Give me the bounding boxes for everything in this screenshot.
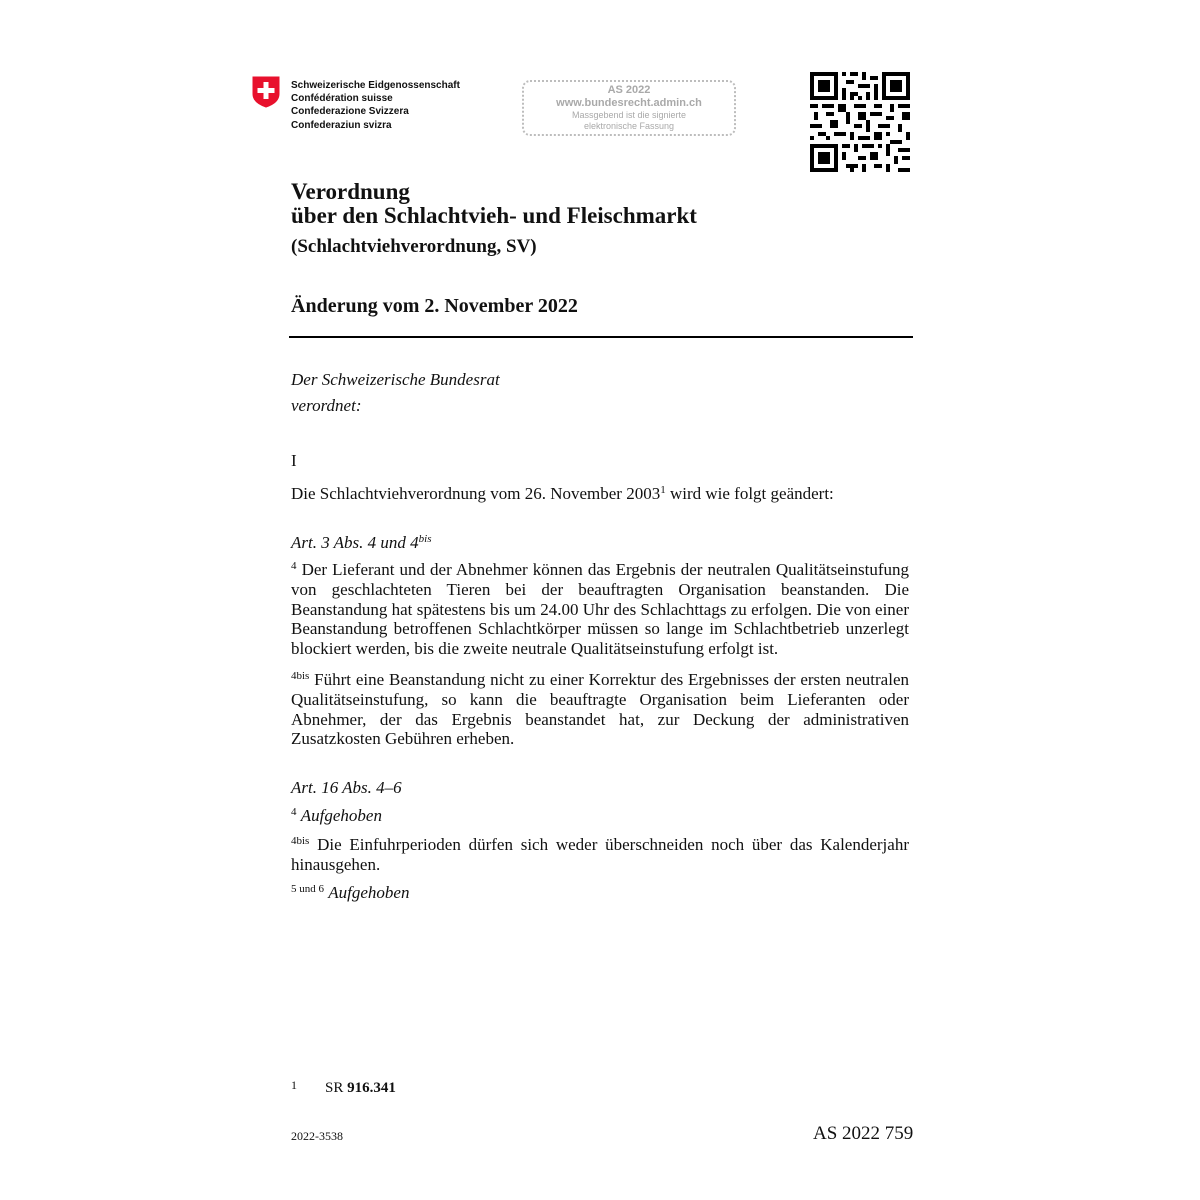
- preamble-line-1: Der Schweizerische Bundesrat: [291, 370, 500, 389]
- paragraph-number: 4bis: [291, 835, 310, 847]
- paragraph-number: 4: [291, 560, 297, 572]
- stamp-url[interactable]: www.bundesrecht.admin.ch: [556, 97, 702, 109]
- paragraph-text: Die Einfuhrperioden dürfen sich weder überschneiden noch über das Kalenderjahr hinausgehen.: [291, 835, 909, 874]
- art3-heading-sup: bis: [418, 533, 432, 545]
- art16-paragraph-5-6: [291, 883, 409, 903]
- section-intro: [291, 484, 834, 504]
- official-collection-ref: AS 2022 759: [813, 1123, 914, 1144]
- paragraph-number: 4: [291, 806, 297, 818]
- footnote-prefix: SR: [325, 1080, 348, 1096]
- art16-heading: Art. 16 Abs. 4–6: [291, 778, 402, 797]
- stamp-note-2: elektronische Fassung: [583, 121, 675, 131]
- title-line-1: Verordnung: [291, 179, 410, 204]
- paragraph-text: Der Lieferant und der Abnehmer können das Ergebnis der neutralen Qualitätseinstufung von geschlachteten Tieren bei der beauftragten Organisation beanstanden. Die Beanstandung hat spätestens bis um 24.00 Uhr des Schlachttags zu erfolgen. Die von einer Beanstandung betroffenen Schlachtkörper müssen so lange im Schlachtbetrieb unzerlegt blockiert werden, bis die zweite neutrale Qualitätseinstufung erfolgt ist.: [291, 560, 909, 659]
- title-line-2: über den Schlachtvieh- und Fleischmarkt: [291, 203, 697, 228]
- stamp-note-1: Massgebend ist die signierte: [571, 110, 687, 120]
- art3-paragraph-4: [291, 560, 909, 659]
- paragraph-text: Führt eine Beanstandung nicht zu einer Korrektur des Ergebnisses der ersten neutralen Qualitätseinstufung, so kann die beauftragte Organisation beim Lieferanten oder Abnehmer, der das Ergebnis beanstandet hat, zur Deckung der administrativen Zusatzkosten Gebühren erheben.: [291, 670, 909, 749]
- confederation-names: [291, 79, 460, 132]
- paragraph-text: Aufgehoben: [328, 883, 410, 902]
- intro-text-end: wird wie folgt geändert:: [665, 484, 834, 503]
- intro-text-start: Die Schlachtviehverordnung vom 26. November 2003: [291, 484, 661, 503]
- footnote: [291, 1078, 396, 1097]
- art3-heading-text: Art. 3 Abs. 4 und 4: [291, 533, 419, 552]
- art16-paragraph-4: [291, 806, 382, 826]
- footnote-sr-number: 916.341: [347, 1080, 396, 1096]
- confed-de: Schweizerische Eidgenossenschaft: [291, 80, 460, 91]
- qr-code-icon: [810, 72, 910, 172]
- document-id: 2022-3538: [291, 1129, 343, 1143]
- document-title: [291, 180, 697, 228]
- footnote-ref[interactable]: 1: [660, 484, 666, 496]
- short-title: (Schlachtviehverordnung, SV): [291, 236, 537, 257]
- confed-it: Confederazione Svizzera: [291, 106, 409, 118]
- preamble: [291, 367, 500, 419]
- art3-paragraph-4bis: [291, 670, 909, 749]
- official-stamp: [522, 80, 736, 136]
- section-number: I: [291, 451, 297, 470]
- paragraph-number: 5 und 6: [291, 883, 324, 895]
- footnote-number: 1: [291, 1078, 297, 1092]
- art16-paragraph-4bis: [291, 835, 909, 875]
- preamble-line-2: verordnet:: [291, 396, 362, 415]
- amendment-date: Änderung vom 2. November 2022: [291, 295, 578, 317]
- paragraph-number: 4bis: [291, 670, 310, 682]
- swiss-cross-icon: [252, 76, 280, 108]
- confed-fr: Confédération suisse: [291, 93, 393, 105]
- stamp-year: AS 2022: [607, 84, 651, 96]
- confed-rm: Confederaziun svizra: [291, 119, 392, 131]
- paragraph-text: Aufgehoben: [300, 806, 382, 825]
- title-divider: [289, 336, 913, 338]
- art3-heading: [291, 533, 432, 553]
